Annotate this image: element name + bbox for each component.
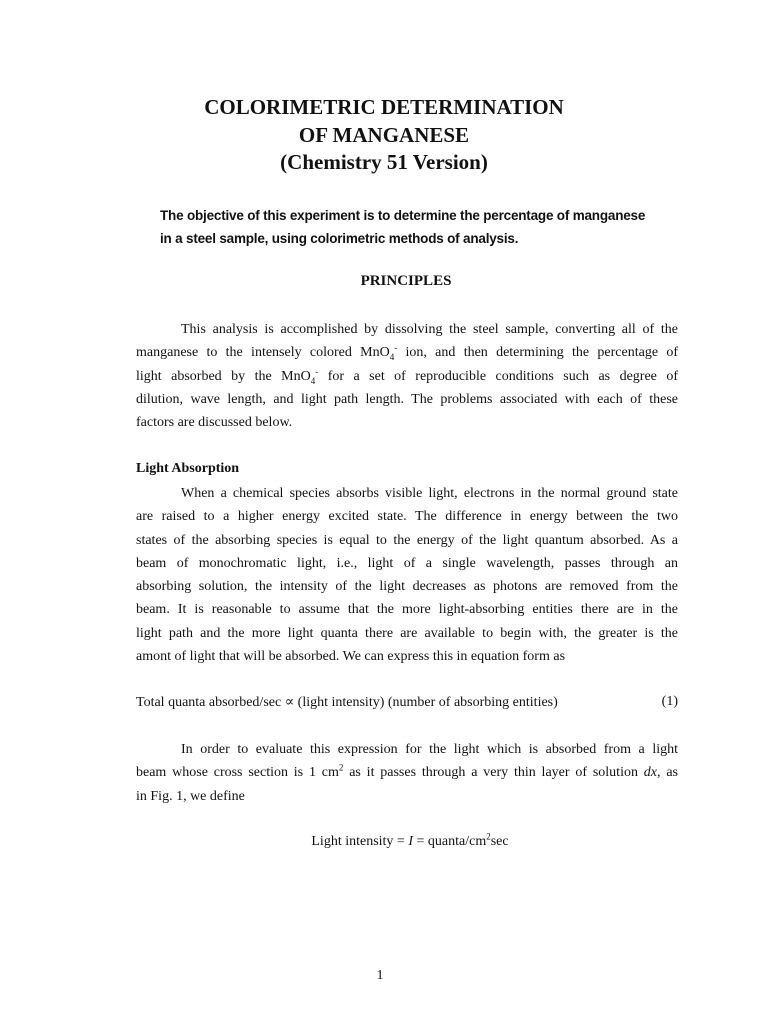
absorption-line-6: beam. It is reasonable to assume that the more light-absorbing entities there are in the	[136, 602, 678, 618]
principles-line-1: This analysis is accomplished by dissolving the steel sample, converting all of the	[181, 322, 678, 337]
principles-line-5: factors are discussed below.	[136, 415, 293, 431]
principles-paragraph	[136, 318, 678, 434]
principles-heading: PRINCIPLES	[360, 273, 452, 289]
evaluate-paragraph	[136, 738, 678, 808]
evaluate-line-1: In order to evaluate this expression for the light which is absorbed from a light	[181, 742, 678, 757]
title-line-3: (Chemistry 51 Version)	[280, 150, 488, 174]
absorption-line-5: absorbing solution, the intensity of the light decreases as photons are removed from the	[136, 579, 678, 595]
equation-2: Light intensity = I = quanta/$cm^2\sec$	[311, 831, 509, 849]
absorption-line-4: beam of monochromatic light, i.e., light of a single wavelength, passes through an	[136, 555, 678, 571]
light-absorption-heading: Light Absorption	[136, 461, 240, 476]
page-number: 1	[376, 968, 384, 983]
absorption-line-8: amont of light that will be absorbed. We can express this in equation form as	[136, 649, 566, 665]
objective-statement	[160, 204, 660, 250]
principles-line-3: light absorbed by the MnO$_4$- for a set of reproducible conditions such as degree of	[136, 365, 678, 386]
title-line-1: COLORIMETRIC DETERMINATION	[204, 95, 564, 119]
light-absorption-paragraph	[136, 482, 678, 668]
absorption-line-3: states of the absorbing species is equal to the energy of the light quantum absorbed. As a	[136, 532, 678, 548]
principles-line-2: manganese to the intensely colored MnO$_4$- ion, and then determining the percentage of	[136, 342, 678, 363]
absorption-line-1: When a chemical species absorbs visible light, electrons in the normal ground state	[181, 486, 678, 501]
objective-line-2: in a steel sample, using colorimetric methods of analysis.	[160, 231, 519, 246]
equation-1-number: (1)	[661, 694, 678, 709]
equation-1-text: Total quanta absorbed/sec ∝ (light intensity) (number of absorbing entities)	[136, 695, 558, 710]
evaluate-line-2: beam whose cross section is 1 $cm^2$ as it passes through a very thin layer of solution dx, as	[136, 762, 678, 781]
evaluate-line-3: in Fig. 1, we define	[136, 788, 245, 804]
absorption-line-2: are raised to a higher energy excited state. The difference in energy between the two	[136, 509, 678, 525]
principles-line-4: dilution, wave length, and light path length. The problems associated with each of these	[136, 391, 678, 407]
absorption-line-7: light path and the more light quanta there are available to begin with, the greater is the	[136, 625, 678, 641]
objective-line-1: The objective of this experiment is to determine the percentage of manganese	[160, 208, 646, 223]
title-line-2: OF MANGANESE	[298, 123, 470, 147]
equation-1	[136, 694, 678, 711]
